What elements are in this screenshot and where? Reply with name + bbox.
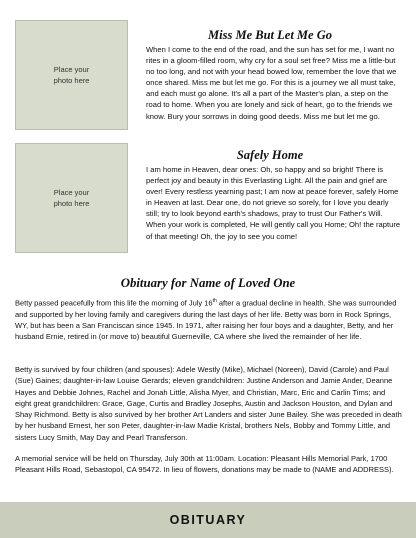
footer-band <box>0 502 416 538</box>
obituary-paragraph-1 <box>15 296 403 343</box>
footer-title: OBITUARY <box>169 513 247 527</box>
obituary-title: Obituary for Name of Loved One <box>120 276 296 290</box>
photo-placeholder-label: Place your photo here <box>53 188 90 208</box>
poem-title-1: Miss Me But Let Me Go <box>208 28 332 42</box>
photo-placeholder-1[interactable] <box>15 20 128 130</box>
photo-placeholder-label: Place your photo here <box>53 65 90 85</box>
obituary-paragraph-2: Betty is survived by four children (and spouses): Adele Westly (Mike), Michael (Noreen), David (Carole) and Paul (Sue) Gaines; daughter-in-law Louise Gerards; eleven grandchildren: Justine Anderson and Jamie Ander, Deanne Hayes and Debbie Johnes, Rachel and Jonah Little, Alisha Myer, and Christian, Marc, Eric and Carlin Tims; and eight great grandchildren: Grace, Gage, Curtis and Bradley Josephs, Austin and Jackson Houston, and Dylan and Shay Richmond. Betty is also survived by her brother Art Landers and sister June Bailey. She was preceded in death by her husband Ernest, her son Peter, daughter-in-law Madie Kristal, brothers Nels, Bobby and Tommy Little, and sisters Lucy Smith, May Day and Pearl Transferson. <box>15 365 402 442</box>
obituary-paragraph-1-rest: after a gradual decline in health. She was surrounded and supported by her loving family and caregivers during the last days of her life. Betty was born in Rock Springs, WY, but has been a San Franciscan since 1945. In 1971, after raising her four boys and a daughter, Betty, and her husband Ernie, retired in (or move to) beautiful Guerneville, CA where she lived the remainder of her life. <box>15 298 397 342</box>
obituary-paragraph-1-start: Betty passed peacefully from this life the morning of July 16 <box>15 298 213 308</box>
poem-title-2: Safely Home <box>236 148 304 162</box>
obituary-paragraph-3: A memorial service will be held on Thursday, July 30th at 11:00am. Location: Pleasant Hills Memorial Park, 1700 Pleasant Hills Road, Sebastopol, CA 95472. In lieu of flowers, donations may be made to (NAME and ADDRESS). <box>15 454 394 475</box>
photo-placeholder-2[interactable] <box>15 143 128 253</box>
poem-text-2: I am home in Heaven, dear ones: Oh, so happy and so bright! There is perfect joy and beauty in this Everlasting Light. All the pain and grief are over! Every restless yearning past; I am now at peace forever, safely Home in Heaven at last. Dear one, do not grieve so sorely, for I love you dearly still; try to look beyond earth's shadows, pray to trust Our Father's Will. When your work is completed, He will gently call you Home; Oh! the rapture of that meeting! Oh, the joy to see you come! <box>146 165 401 241</box>
date-ordinal-suffix: th <box>212 298 217 304</box>
poem-text-1: When I come to the end of the road, and the sun has set for me, I want no rites in a gloom-filled room, why cry for a soul set free? Miss me a little-but no too long, and not with your head bowed low, remember the love that we once shared. Miss me but let me go. For this is a journey we all must take, and each must go alone. It's all a part of the Master's plan, a step on the road to home. When you are lonely and sick of heart, go to the friends we know. Bury your sorrows in doing good deeds. Miss me but let me go. <box>146 45 397 121</box>
